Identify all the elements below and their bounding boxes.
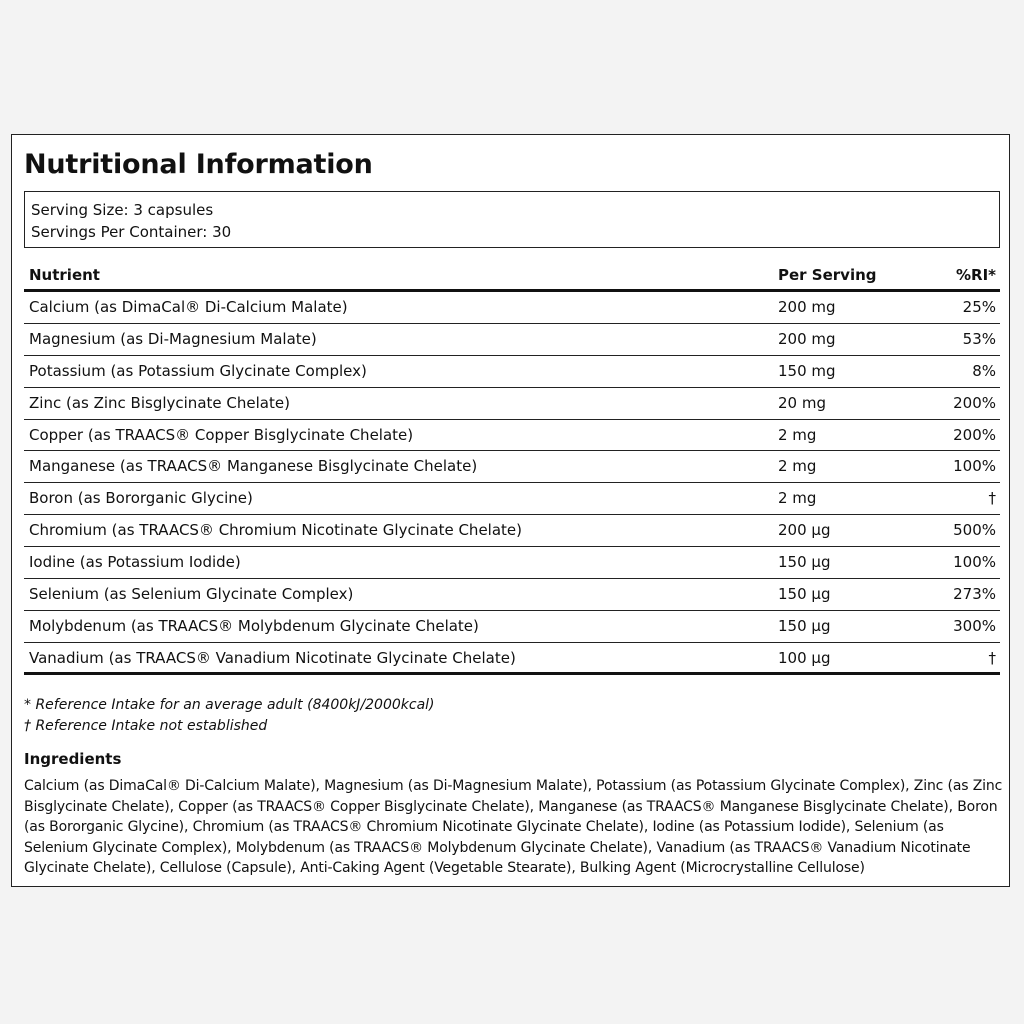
nutrient-ri: 273% [953, 585, 996, 604]
servings-per-container: Servings Per Container: 30 [31, 222, 232, 241]
ri-footnote: * Reference Intake for an average adult (8400kJ/2000kcal) [24, 697, 435, 713]
page-title: Nutritional Information [24, 149, 373, 180]
table-row [24, 292, 1000, 324]
table-row [24, 515, 1000, 547]
header-per-serving: Per Serving [778, 266, 877, 284]
nutrient-amount: 150 µg [778, 616, 831, 635]
nutrient-ri: 200% [953, 425, 996, 444]
nutrient-ri: † [988, 489, 996, 508]
table-row [24, 579, 1000, 611]
nutrient-ri: 200% [953, 393, 996, 412]
table-header-row [24, 261, 1000, 292]
table-row [24, 643, 1000, 675]
nutrient-name: Manganese (as TRAACS® Manganese Bisglycinate Chelate) [29, 457, 478, 476]
nutrient-ri: 53% [962, 329, 996, 348]
nutrient-name: Copper (as TRAACS® Copper Bisglycinate Chelate) [29, 425, 414, 444]
nutrient-ri: 8% [972, 361, 996, 380]
nutrient-ri: 300% [953, 616, 996, 635]
nutrient-ri: † [988, 648, 996, 667]
nutrient-name: Chromium (as TRAACS® Chromium Nicotinate Glycinate Chelate) [29, 521, 522, 540]
nutrient-table [24, 261, 1000, 675]
nutrient-ri: 100% [953, 457, 996, 476]
nutrient-ri: 500% [953, 521, 996, 540]
nutrient-amount: 200 mg [778, 298, 836, 316]
serving-size: Serving Size: 3 capsules [31, 201, 214, 219]
nutrient-name: Calcium (as DimaCal® Di-Calcium Malate) [29, 298, 348, 316]
table-row [24, 388, 1000, 420]
nutrient-name: Selenium (as Selenium Glycinate Complex) [29, 585, 354, 604]
ingredients-heading: Ingredients [24, 750, 122, 768]
nutrient-name: Vanadium (as TRAACS® Vanadium Nicotinate Glycinate Chelate) [29, 648, 516, 667]
table-row [24, 356, 1000, 388]
nutrient-amount: 150 µg [778, 585, 831, 604]
table-row [24, 611, 1000, 643]
nutrient-name: Zinc (as Zinc Bisglycinate Chelate) [29, 393, 290, 412]
nutrient-ri: 25% [962, 298, 996, 316]
nutrient-name: Molybdenum (as TRAACS® Molybdenum Glycinate Chelate) [29, 616, 479, 635]
nutrient-name: Magnesium (as Di-Magnesium Malate) [29, 329, 317, 348]
nutrition-panel [11, 134, 1010, 887]
nutrient-name: Potassium (as Potassium Glycinate Complex) [29, 361, 367, 380]
header-ri: %RI* [955, 266, 996, 284]
nutrient-amount: 2 mg [778, 457, 817, 476]
table-row [24, 420, 1000, 452]
table-row [24, 324, 1000, 356]
nutrient-amount: 2 mg [778, 425, 817, 444]
table-row [24, 483, 1000, 515]
header-nutrient: Nutrient [29, 266, 100, 284]
table-row [24, 547, 1000, 579]
dagger-footnote: † Reference Intake not established [24, 718, 268, 734]
ingredients-text: Calcium (as DimaCal® Di-Calcium Malate), Magnesium (as Di-Magnesium Malate), Potassium (as Potassium Glycinate Complex), Zinc (as Zinc Bisglycinate Chelate), Copper (as TRAACS® Copper Bisglycinate Chelate), Manganese (as TRAACS® Manganese Bisglycinate Chelate), Boron (as Bororganic Glycine), Chromium (as TRAACS® Chromium Nicotinate Glycinate Chelate), Iodine (as Potassium Iodide), Selenium (as Selenium Glycinate Complex), Molybdenum (as TRAACS® Molybdenum Glycinate Chelate), Vanadium (as TRAACS® Vanadium Nicotinate Glycinate Chelate), Cellulose (Capsule), Anti-Caking Agent (Vegetable Stearate), Bulking Agent (Microcrystalline Cellulose) [24, 778, 1003, 876]
nutrient-name: Iodine (as Potassium Iodide) [29, 553, 241, 572]
serving-info-box [24, 191, 1000, 248]
nutrient-amount: 200 mg [778, 329, 836, 348]
footnotes [24, 695, 435, 737]
nutrient-amount: 2 mg [778, 489, 817, 508]
nutrient-amount: 150 µg [778, 553, 831, 572]
nutrient-name: Boron (as Bororganic Glycine) [29, 489, 253, 508]
nutrient-amount: 100 µg [778, 648, 831, 667]
nutrient-amount: 150 mg [778, 361, 836, 380]
nutrient-amount: 20 mg [778, 393, 826, 412]
nutrient-amount: 200 µg [778, 521, 831, 540]
table-row [24, 451, 1000, 483]
nutrient-ri: 100% [953, 553, 996, 572]
